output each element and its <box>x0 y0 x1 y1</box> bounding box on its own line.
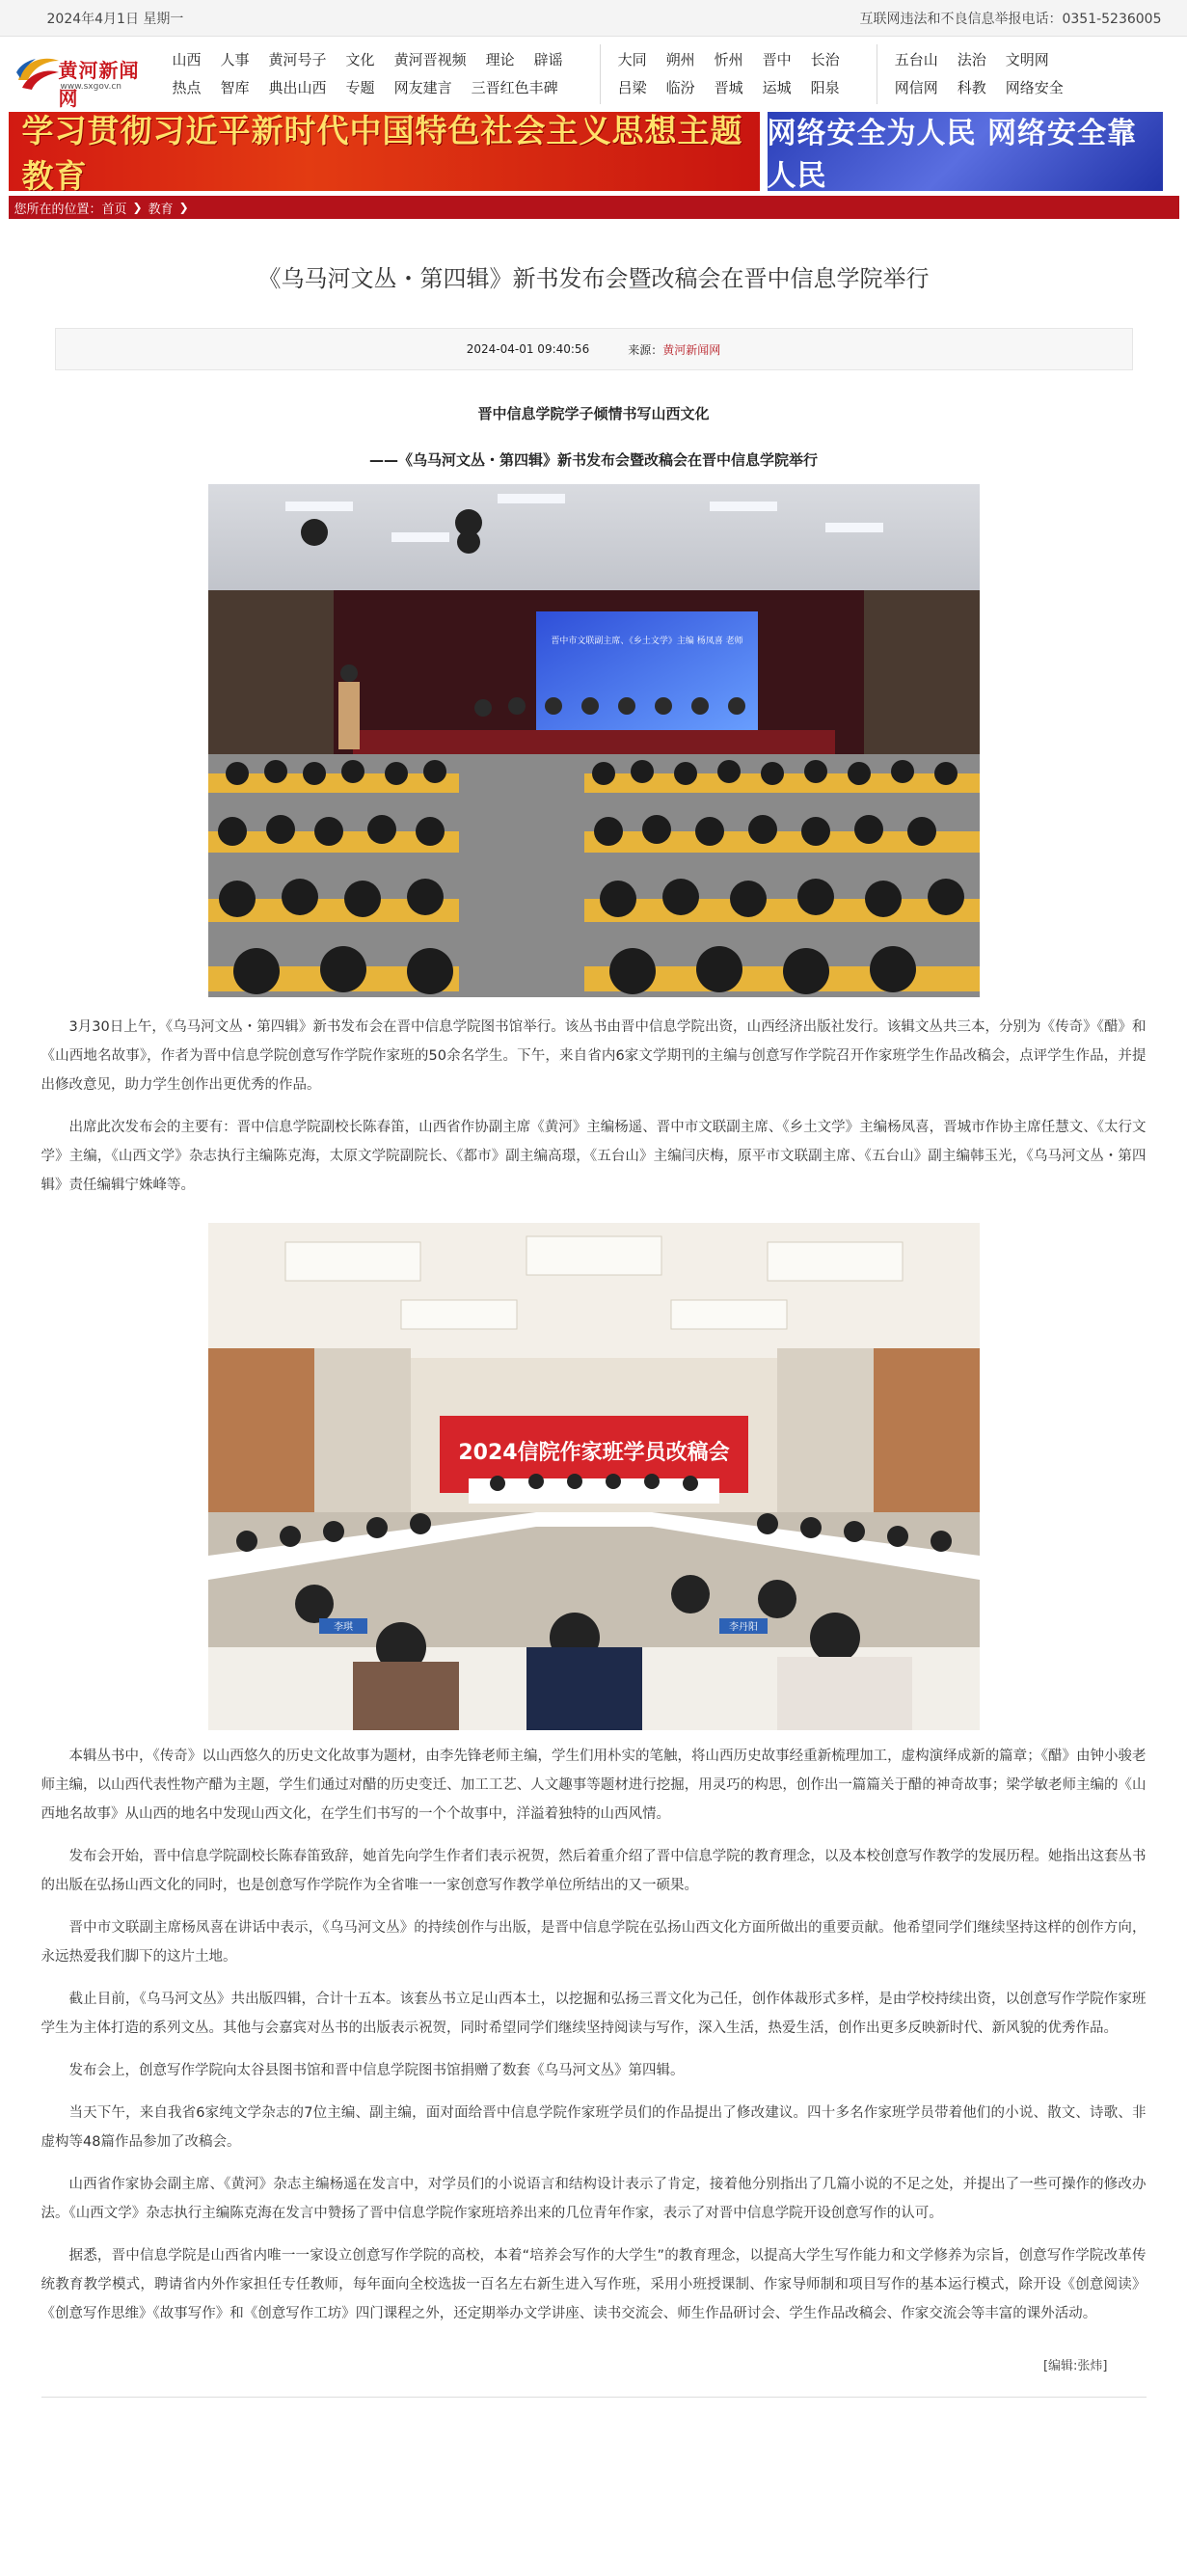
article-paragraph: 当天下午，来自我省6家纯文学杂志的7位主编、副主编，面对面给晋中信息学院作家班学员们的作品提出了修改建议。四十多名作家班学员带着他们的小说、散文、诗歌、非虚构等48篇作品参加了改稿会。 <box>40 2105 1147 2150</box>
article-photo-workshop <box>208 1223 980 1730</box>
nav-link[interactable]: 吕梁 <box>617 79 647 96</box>
nav-link[interactable]: 忻州 <box>714 51 743 68</box>
nav-group-columns <box>155 44 600 104</box>
nav-row <box>173 74 582 102</box>
nav-link[interactable]: 晋中 <box>762 51 792 68</box>
site-logo[interactable] <box>11 43 155 110</box>
article-editor: [编辑:张炜] <box>1042 2359 1108 2373</box>
nav-link[interactable]: 科教 <box>957 79 986 96</box>
breadcrumb <box>9 196 1179 219</box>
current-date: 2024年4月1日 星期一 <box>46 12 184 27</box>
breadcrumb-home[interactable]: 首页 <box>101 202 127 217</box>
article-paragraph: 出席此次发布会的主要有：晋中信息学院副校长陈春笛，山西省作协副主席《黄河》主编杨遥、晋中市文联副主席、《乡土文学》主编杨凤喜，晋城市作协主席任慧文、《太行文学》主编，《山西文学》杂志执行主编陈克海，太原文学院副院长、《都市》副主编高璟，《五台山》主编闫庆梅，原平市文联副主席、《五台山》副主编韩玉光，《乌马河文丛・第四辑》责任编辑宁姝峰等。 <box>40 1120 1147 1193</box>
nav-link[interactable]: 长治 <box>810 51 840 68</box>
nav-link[interactable]: 山西 <box>172 51 202 68</box>
article-paragraph: 本辑丛书中，《传奇》以山西悠久的历史文化故事为题材，由李先锋老师主编，学生们用朴实的笔触，将山西历史故事经重新梳理加工，虚构演绎成新的篇章；《醋》由钟小骏老师主编，以山西代表性物产醋为主题，学生们通过对醋的历史变迁、加工工艺、人文趣事等题材进行挖掘，用灵巧的构思，创作出一篇篇关于醋的神奇故事；梁学敏老师主编的《山西地名故事》从山西的地名中发现山西文化，在学生们书写的一个个故事中，洋溢着独特的山西风情。 <box>40 1749 1147 1822</box>
nav-link[interactable]: 三晋红色丰碑 <box>471 79 558 96</box>
article-title: 《乌马河文丛・第四辑》新书发布会暨改稿会在晋中信息学院举行 <box>257 265 930 292</box>
nav-link[interactable]: 智库 <box>220 79 250 96</box>
nav-link[interactable]: 人事 <box>220 51 250 68</box>
report-hotline: 互联网违法和不良信息举报电话：0351-5236005 <box>859 12 1162 27</box>
banner-right-text: 网络安全为人民 网络安全靠人民 <box>767 117 1137 193</box>
breadcrumb-label: 您所在的位置： <box>13 202 102 217</box>
article-meta <box>55 328 1133 370</box>
photo2-nameplate: 李琪 <box>333 1622 353 1633</box>
nav-row <box>173 46 582 74</box>
article-paragraph: 山西省作家协会副主席、《黄河》杂志主编杨遥在发言中，对学员们的小说语言和结构设计表示了肯定，接着他分别指出了几篇小说的不足之处，并提出了一些可操作的修改办法。《山西文学》杂志执行主编陈克海在发言中赞扬了晋中信息学院作家班培养出来的几位青年作家，表示了对晋中信息学院开设创意写作的认可。 <box>40 2177 1147 2221</box>
article-paragraph: 发布会开始，晋中信息学院副校长陈春笛致辞，她首先向学生作者们表示祝贺，然后着重介绍了晋中信息学院的教育理念，以及本校创意写作教学的发展历程。她指出这套丛书的出版在弘扬山西文化的同时，也是创意写作学院作为全省唯一一家创意写作教学单位所结出的又一硕果。 <box>40 1849 1147 1893</box>
article-footer-divider <box>41 2397 1147 2410</box>
nav-link[interactable]: 晋城 <box>714 79 743 96</box>
nav-link[interactable]: 热点 <box>172 79 202 96</box>
nav-group-special <box>877 44 1100 104</box>
nav-link[interactable]: 朔州 <box>665 51 695 68</box>
source-name: 黄河新闻网 <box>662 342 721 357</box>
auditorium-illustration <box>208 484 980 997</box>
photo1-screen-text: 晋中市文联副主席、《乡土文学》主编 杨凤喜 老师 <box>550 637 743 646</box>
source-label: 来源： <box>628 342 663 357</box>
top-bar <box>0 0 1187 37</box>
logo-text: 黄河新闻网 <box>58 59 140 110</box>
nav-link[interactable]: 文化 <box>345 51 375 68</box>
nav-link[interactable]: 网信网 <box>894 79 938 96</box>
nav-row <box>618 46 859 74</box>
article-subhead: 晋中信息学院学子倾情书写山西文化 <box>477 405 710 422</box>
breadcrumb-section[interactable]: 教育 <box>148 202 174 217</box>
nav-link[interactable]: 辟谣 <box>533 51 563 68</box>
article-subhead-secondary: ——《乌马河文丛・第四辑》新书发布会暨改稿会在晋中信息学院举行 <box>368 451 818 469</box>
banner-left-text: 学习贯彻习近平新时代中国特色社会主义思想主题教育 <box>21 112 743 191</box>
article-photo-launch-event <box>208 484 980 997</box>
article-paragraph: 晋中市文联副主席杨凤喜在讲话中表示，《乌马河文丛》的持续创作与出版，是晋中信息学院在弘扬山西文化方面所做出的重要贡献。他希望同学们继续坚持这样的创作方向，永远热爱我们脚下的这片土地。 <box>40 1920 1147 1965</box>
nav-link[interactable]: 黄河晋视频 <box>393 51 467 68</box>
nav-link[interactable]: 阳泉 <box>810 79 840 96</box>
photo2-nameplate: 李丹阳 <box>728 1622 758 1633</box>
article-paragraph: 据悉，晋中信息学院是山西省内唯一一家设立创意写作学院的高校，本着“培养会写作的大学生”的教育理念，以提高大学生写作能力和文学修养为宗旨，创意写作学院改革传统教育教学模式，聘请省内外作家担任专任教师，每年面向全校选拔一百名左右新生进入写作班，采用小班授课制、作家导师制和项目写作的基本运行模式，除开设《创意阅读》《创意写作思维》《故事写作》和《创意写作工坊》四门课程之外，还定期举办文学讲座、读书交流会、师生作品研讨会、学生作品改稿会、作家交流会等丰富的课外活动。 <box>40 2248 1147 2321</box>
nav-row <box>895 46 1083 74</box>
article-paragraph: 发布会上，创意写作学院向太谷县图书馆和晋中信息学院图书馆捐赠了数套《乌马河文丛》第四辑。 <box>68 2063 685 2078</box>
theme-education-banner[interactable] <box>9 112 760 191</box>
chevron-right-icon: ❯ <box>178 201 189 214</box>
nav-link[interactable]: 大同 <box>617 51 647 68</box>
publish-datetime: 2024-04-01 09:40:56 <box>466 342 590 356</box>
nav-link[interactable]: 网络安全 <box>1005 79 1064 96</box>
article-source <box>628 341 720 358</box>
site-header <box>9 37 1179 112</box>
nav-link[interactable]: 理论 <box>485 51 515 68</box>
nav-link[interactable]: 黄河号子 <box>268 51 327 68</box>
chevron-right-icon: ❯ <box>132 201 143 214</box>
nav-link[interactable]: 临汾 <box>665 79 695 96</box>
nav-link[interactable]: 网友建言 <box>393 79 452 96</box>
cyber-security-banner[interactable] <box>768 112 1163 191</box>
nav-link[interactable]: 运城 <box>762 79 792 96</box>
article-paragraph: 3月30日上午，《乌马河文丛・第四辑》新书发布会在晋中信息学院图书馆举行。该丛书由晋中信息学院出资，山西经济出版社发行。该辑文丛共三本，分别为《传奇》《醋》和《山西地名故事》，作者为晋中信息学院创意写作学院作家班的50余名学生。下午，来自省内6家文学期刊的主编与创意写作学院召开作家班学生作品改稿会，点评学生作品，并提出修改意见，助力学生创作出更优秀的作品。 <box>40 1019 1147 1093</box>
nav-link[interactable]: 文明网 <box>1005 51 1049 68</box>
workshop-illustration <box>208 1223 980 1730</box>
logo-url: www.sxgov.cn <box>60 82 121 92</box>
banner-row <box>9 112 1179 191</box>
nav-link[interactable]: 专题 <box>345 79 375 96</box>
nav-row <box>618 74 859 102</box>
photo2-banner-text: 2024信院作家班学员改稿会 <box>457 1441 730 1465</box>
article-paragraph: 截止目前，《乌马河文丛》共出版四辑，合计十五本。该套丛书立足山西本土，以挖掘和弘扬三晋文化为己任，创作体裁形式多样，是由学校持续出资，以创意写作学院作家班学生为主体打造的系列文丛。其他与会嘉宾对丛书的出版表示祝贺，同时希望同学们继续坚持阅读与写作，深入生活，热爱生活，创作出更多反映新时代、新风貌的优秀作品。 <box>40 1992 1147 2036</box>
nav-link[interactable]: 典出山西 <box>268 79 327 96</box>
nav-link[interactable]: 五台山 <box>894 51 938 68</box>
nav-link[interactable]: 法治 <box>957 51 986 68</box>
nav-group-cities <box>600 44 877 104</box>
yellow-river-logo-icon <box>14 51 63 95</box>
article <box>9 259 1179 2373</box>
nav-row <box>895 74 1083 102</box>
